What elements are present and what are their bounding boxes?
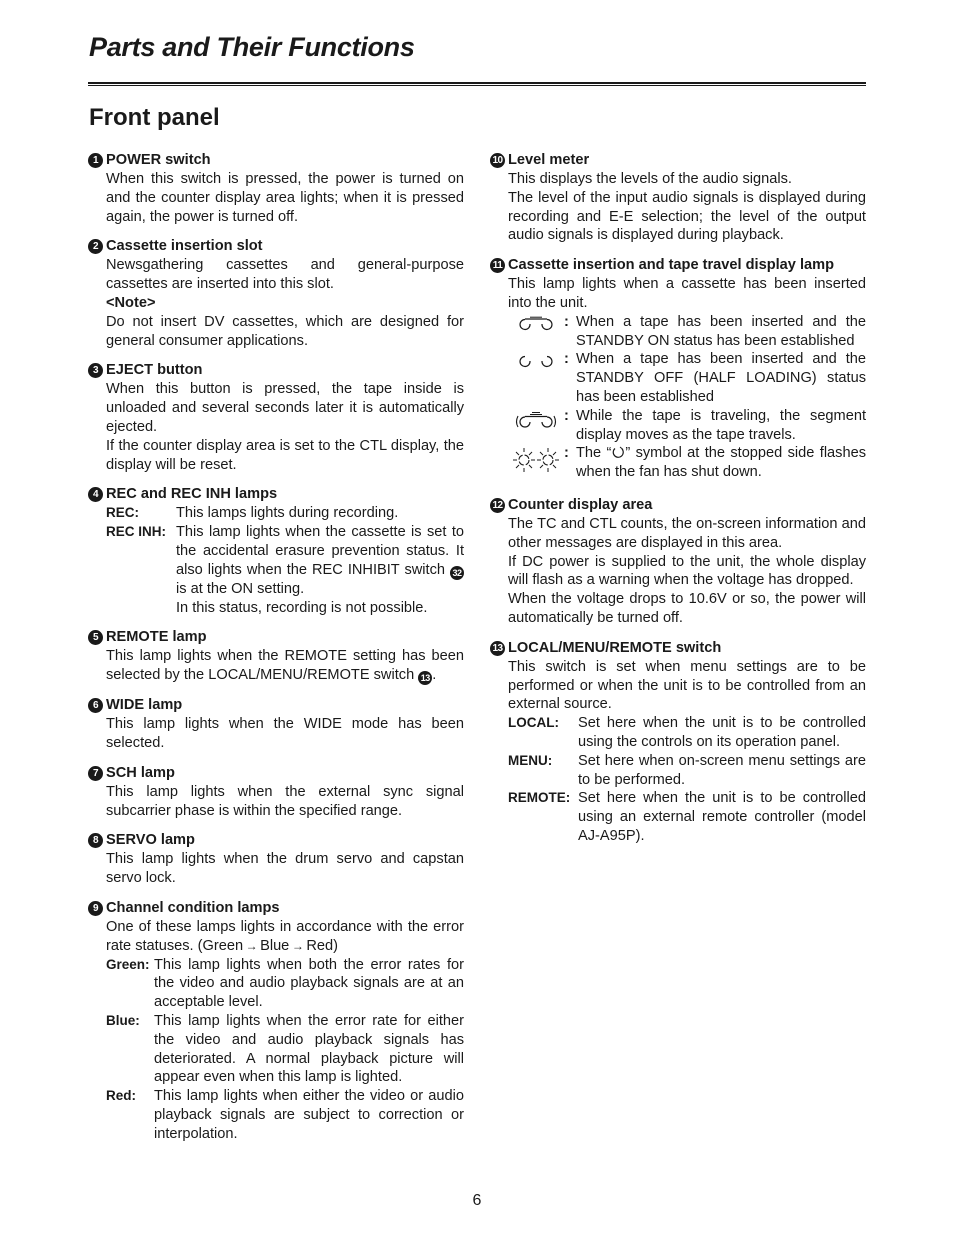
number-badge-icon: 12 xyxy=(490,498,505,513)
item-body: If DC power is supplied to the unit, the whole display will flash as a warning when the voltage has dropped. xyxy=(508,553,866,589)
def-blue xyxy=(106,1012,464,1087)
item-servo-lamp xyxy=(88,831,464,888)
item-body: This displays the levels of the audio signals. xyxy=(508,171,792,187)
def-term: REC INH: xyxy=(106,524,166,540)
left-column xyxy=(88,151,464,1154)
item-rec-lamps xyxy=(88,485,464,617)
number-badge-icon: 9 xyxy=(88,901,103,916)
number-badge-icon: 8 xyxy=(88,833,103,848)
lamp-row-standby-on xyxy=(490,313,866,351)
item-power-switch xyxy=(88,151,464,226)
item-body: This lamp lights when a cassette has been inserted into the unit. xyxy=(508,276,866,311)
def-term: REC: xyxy=(106,505,139,521)
number-badge-icon: 3 xyxy=(88,363,103,378)
number-badge-icon: 6 xyxy=(88,698,103,713)
def-remote xyxy=(508,789,866,845)
item-body: This switch is set when menu settings are to be performed or when the unit is to be controlled from an external source. xyxy=(508,658,866,713)
def-local xyxy=(508,714,866,752)
item-tape-lamp xyxy=(490,256,866,485)
tape-reels-standby-off-icon xyxy=(516,353,556,369)
item-title: POWER switch xyxy=(106,152,211,169)
item-body: If the counter display area is set to the CTL display, the display will be reset. xyxy=(106,437,464,473)
item-title: Counter display area xyxy=(508,497,653,514)
item-body: This lamp lights when the drum servo and capstan servo lock. xyxy=(106,851,464,887)
lamp-desc: The “ ” symbol at the stopped side flashes when the fan has shut down. xyxy=(576,445,866,481)
def-desc: This lamp lights when the cassette is set to the accidental erasure prevention status. It also lights when the REC INHIBIT switch 32 is at the ON setting. In this status, recording is not possible. xyxy=(176,524,464,616)
item-body: Newsgathering cassettes and general-purpose cassettes are inserted into this slot. xyxy=(106,257,464,293)
def-rec xyxy=(106,504,464,523)
note-label: <Note> xyxy=(106,294,156,311)
item-body: One of these lamps lights in accordance with the error rate statuses. (Green → Blue → Red) xyxy=(106,918,464,954)
section-title: Front panel xyxy=(89,104,220,131)
lamp-colon: : xyxy=(564,445,569,462)
item-sch-lamp xyxy=(88,764,464,821)
lamp-desc: When a tape has been inserted and the STANDBY OFF (HALF LOADING) status has been established xyxy=(576,351,866,405)
item-level-meter xyxy=(490,151,866,245)
item-wide-lamp xyxy=(88,696,464,753)
right-column xyxy=(490,151,866,857)
page-number: 6 xyxy=(472,1192,482,1209)
def-menu xyxy=(508,752,866,790)
item-title: Level meter xyxy=(508,152,590,169)
lamp-row-traveling xyxy=(490,407,866,445)
def-term: LOCAL: xyxy=(508,715,559,731)
number-badge-icon: 11 xyxy=(490,258,505,273)
def-rec-inh xyxy=(106,523,464,617)
title-rule xyxy=(88,82,866,86)
item-body: The TC and CTL counts, the on-screen information and other messages are displayed in this area. xyxy=(508,515,866,551)
item-title: REC and REC INH lamps xyxy=(106,486,278,503)
item-title: LOCAL/MENU/REMOTE switch xyxy=(508,639,722,656)
def-desc: Set here when on-screen menu settings are to be performed. xyxy=(578,752,866,788)
def-term: Green: xyxy=(106,956,150,972)
def-red xyxy=(106,1087,464,1143)
note-text: Do not insert DV cassettes, which are designed for general consumer applications. xyxy=(106,313,464,349)
item-title: SCH lamp xyxy=(106,764,175,781)
number-badge-icon: 32 xyxy=(450,566,464,580)
tape-reels-traveling-icon xyxy=(513,410,559,430)
item-cassette-slot xyxy=(88,237,464,350)
number-badge-icon: 13 xyxy=(490,641,505,656)
number-badge-icon: 13 xyxy=(418,671,432,685)
lamp-desc: When a tape has been inserted and the STANDBY ON status has been established xyxy=(576,313,866,349)
number-badge-icon: 2 xyxy=(88,239,103,254)
item-channel-lamps xyxy=(88,899,464,1144)
number-badge-icon: 10 xyxy=(490,153,505,168)
number-badge-icon: 4 xyxy=(88,487,103,502)
item-remote-lamp xyxy=(88,628,464,685)
def-desc: This lamps lights during recording. xyxy=(176,505,399,522)
lamp-desc: While the tape is traveling, the segment display moves as the tape travels. xyxy=(576,407,866,443)
def-term: REMOTE: xyxy=(508,790,571,806)
def-desc: This lamp lights when both the error rates for the video and audio playback signals are at an acceptable level. xyxy=(154,956,464,1011)
def-desc: Set here when the unit is to be controlled using the controls on its operation panel. xyxy=(578,715,866,750)
def-desc: Set here when the unit is to be controlled using an external remote controller (model AJ-A95P). xyxy=(578,790,866,844)
item-title: REMOTE lamp xyxy=(106,629,207,646)
item-body: This lamp lights when the WIDE mode has been selected. xyxy=(106,716,464,751)
item-title: EJECT button xyxy=(106,362,203,379)
item-body: When this button is pressed, the tape inside is unloaded and several seconds later it is automatically ejected. xyxy=(106,381,464,435)
lamp-row-standby-off xyxy=(490,350,866,406)
item-body: When this switch is pressed, the power is turned on and the counter display area lights; when it is pressed again, the power is turned off. xyxy=(106,171,464,225)
item-body: When the voltage drops to 10.6V or so, the power will automatically be turned off. xyxy=(508,591,866,626)
item-title: Channel condition lamps xyxy=(106,900,280,917)
number-badge-icon: 1 xyxy=(88,153,103,168)
lamp-colon: : xyxy=(564,313,569,330)
item-eject-button xyxy=(88,361,464,474)
number-badge-icon: 5 xyxy=(88,630,103,645)
right-arrow-icon: → xyxy=(291,938,304,953)
item-title: WIDE lamp xyxy=(106,697,183,714)
def-term: Red: xyxy=(106,1088,136,1104)
lamp-row-fan-warning xyxy=(490,444,866,482)
item-body: This lamp lights when the REMOTE setting has been selected by the LOCAL/MENU/REMOTE switch 13 . xyxy=(106,648,464,684)
item-title: Cassette insertion slot xyxy=(106,238,263,255)
reel-symbol-icon xyxy=(611,446,625,459)
tape-reels-flashing-icon xyxy=(512,447,560,473)
item-body: This lamp lights when the external sync signal subcarrier phase is within the specified range. xyxy=(106,783,464,819)
lamp-colon: : xyxy=(564,407,569,424)
item-local-menu-remote xyxy=(490,639,866,846)
def-green xyxy=(106,956,464,1012)
item-body: The level of the input audio signals is displayed during recording and E-E selection; the level of the output audio signals is displayed during playback. xyxy=(508,189,866,244)
tape-reels-standby-on-icon xyxy=(516,316,556,332)
def-desc: This lamp lights when the error rate for either the video and audio playback signals has deteriorated. A normal playback picture will appear even when this lamp is lighted. xyxy=(154,1012,464,1086)
right-arrow-icon: → xyxy=(245,938,258,953)
def-desc: This lamp lights when either the video or audio playback signals are subject to correction or interpolation. xyxy=(154,1088,464,1142)
page-title: Parts and Their Functions xyxy=(89,32,415,62)
item-title: SERVO lamp xyxy=(106,832,195,849)
item-counter-display xyxy=(490,496,866,628)
def-term: MENU: xyxy=(508,752,553,768)
item-title: Cassette insertion and tape travel display lamp xyxy=(508,257,835,274)
def-term: Blue: xyxy=(106,1012,140,1028)
number-badge-icon: 7 xyxy=(88,766,103,781)
lamp-colon: : xyxy=(564,351,569,368)
